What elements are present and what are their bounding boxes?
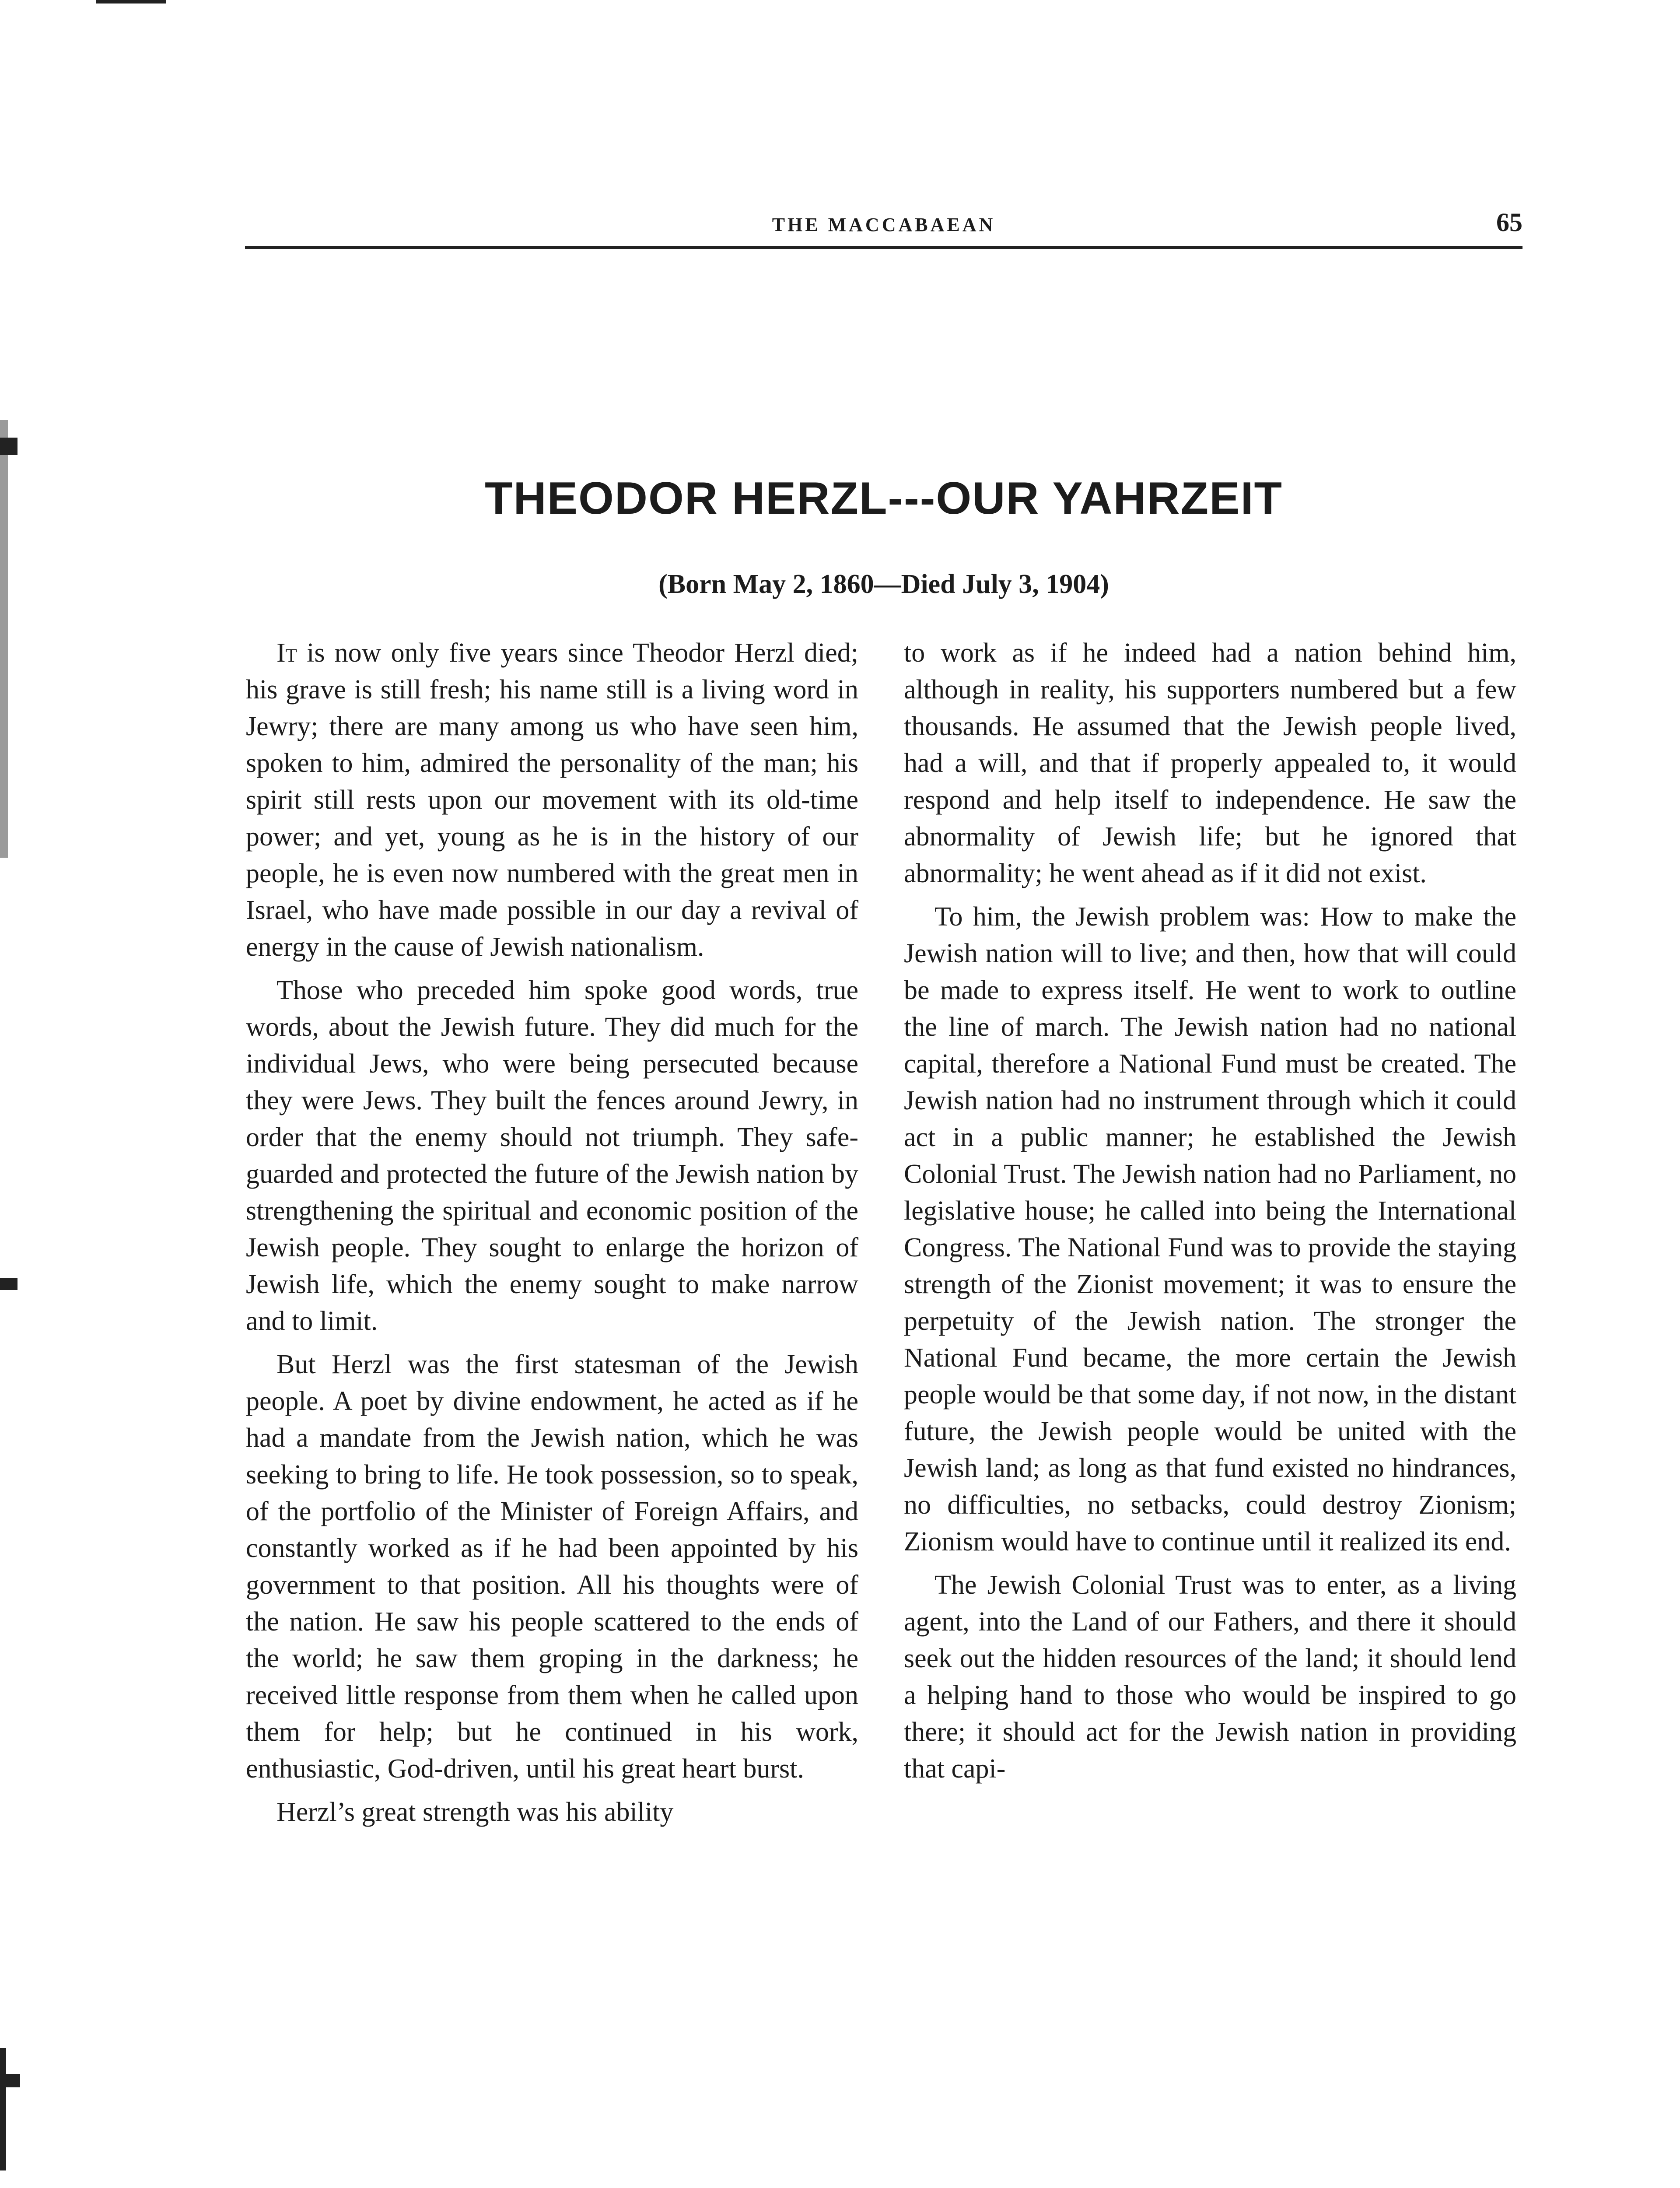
paragraph: To him, the Jewish problem was: How to make the Jewish nation will to live; and then, how that will could be made to express itself. He went to work to outline the line of march. The Jewish nation had no national capital, therefore a National Fund must be created. The Jewish nation had no instrument through which it could act in a public manner; he established the Jewish Colonial Trust. The Jewish nation had no Parliament, no legislative house; he called into being the International Congress. The National Fund was to provide the staying strength of the Zionist movement; it was to ensure the perpetuity of the Jewish nation. The stronger the National Fund became, the more certain the Jewish people would be that some day, if not now, in the distant future, the Jewish people would be united with the Jewish land; as long as that fund existed no hindrances, no difficulties, no setbacks, could destroy Zionism; Zionism would have to continue until it realized its end. <box>904 902 1516 1557</box>
page-number: 65 <box>1496 208 1522 237</box>
paragraph: The Jewish Colonial Trust was to enter, as a living agent, into the Land of our Fathers, and there it should seek out the hidden resources of the land; it should lend a helping hand to those who would be inspired to go there; it should act for the Jewish nation in providing that capi- <box>904 1570 1516 1784</box>
paragraph: Those who preceded him spoke good words, true words, about the Jewish future. They did much for the individual Jews, who were being persecuted because they were Jews. They built the fences around Jewry, in order that the enemy should not triumph. They safe-guarded and protected the future of the Jewish nation by strengthening the spiritual and economic position of the Jewish people. They sought to enlarge the horizon of Jewish life, which the enemy sought to make narrow and to limit. <box>246 975 858 1336</box>
paragraph: But Herzl was the first statesman of the Jewish people. A poet by divine endowment, he acted as if he had a mandate from the Jewish nation, which he was seeking to bring to life. He took possession, so to speak, of the portfolio of the Minister of Foreign Affairs, and constantly worked as if he had been appointed by his government to that position. All his thoughts were of the nation. He saw his people scattered to the ends of the world; he saw them groping in the darkness; he received little response from them when he called upon them for help; but he continued in his work, enthusiastic, God-driven, until his great heart burst. <box>246 1350 858 1784</box>
paragraph <box>246 635 858 965</box>
paragraph-text: is now only five years since Theodor Herzl died; his grave is still fresh; his name still is a living word in Jewry; there are many among us who have seen him, spoken to him, admired the personality of the man; his spirit still rests upon our movement with its old-time power; and yet, young as he is in the history of our people, he is even now numbered with the great men in Israel, who have made possible in our day a revival of energy in the cause of Jewish nationalism. <box>246 638 858 962</box>
article-subtitle: (Born May 2, 1860—Died July 3, 1904) <box>658 569 1109 599</box>
right-column <box>904 635 1516 1794</box>
scan-mark <box>0 438 18 455</box>
running-header <box>245 207 1522 249</box>
paragraph: to work as if he indeed had a nation behind him, although in reality, his supporters numbered but a few thousands. He assumed that the Jewish people lived, had a will, and that if properly appealed to, it would respond and help itself to independence. He saw the abnormality of Jewish life; but he ignored that abnormality; he went ahead as if it did not exist. <box>904 638 1516 888</box>
drop-word: It <box>276 638 297 668</box>
scan-mark <box>0 1278 18 1290</box>
left-column <box>246 635 858 1837</box>
scan-mark <box>0 420 8 858</box>
scan-mark <box>0 2048 6 2170</box>
scan-mark <box>96 0 166 4</box>
paragraph: Herzl’s great strength was his ability <box>276 1797 674 1827</box>
journal-title: THE MACCABAEAN <box>772 214 996 235</box>
article-title: THEODOR HERZL---OUR YAHRZEIT <box>485 473 1283 524</box>
